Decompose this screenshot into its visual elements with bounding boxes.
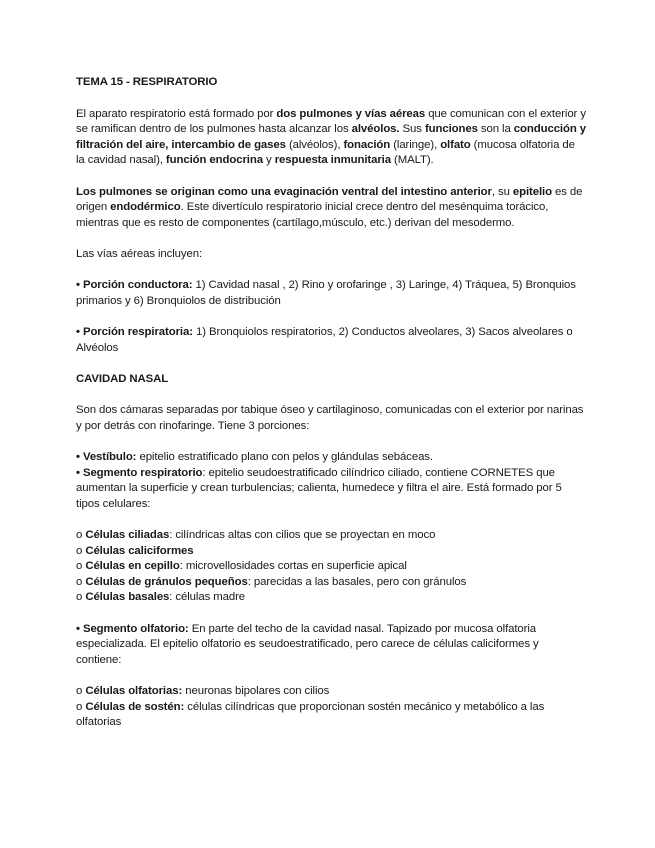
- bold-text: respuesta inmunitaria: [274, 154, 391, 167]
- text-run: que comunican con el exterior y se ramifican dentro de los pulmones hasta alcanzar los: [76, 107, 586, 136]
- text-run: son la: [477, 123, 514, 136]
- nasal-intro: Son dos cámaras separadas por tabique óseo y cartilaginoso, comunicadas con el exterior por narinas y por detrás con rinofaringe. Tiene 3 porciones:: [76, 404, 584, 432]
- bold-text: funciones: [424, 123, 478, 136]
- cell-type-item: [76, 590, 586, 606]
- bold-text: Células de sostén:: [85, 700, 185, 713]
- respiratoria-item: [76, 325, 586, 356]
- bold-text: olfato: [440, 138, 471, 151]
- text-run: o: [76, 560, 86, 573]
- cell-types-list: [76, 528, 586, 606]
- bold-text: función endocrina: [165, 154, 263, 167]
- text-run: o: [76, 700, 86, 713]
- bold-text: • Segmento respiratorio: [76, 466, 203, 479]
- text-run: es de origen: [76, 185, 583, 214]
- vestibulo-item: [76, 450, 586, 466]
- cell-type-item: [76, 528, 586, 544]
- text-run: o: [76, 591, 86, 604]
- bold-text: Células en cepillo: [85, 560, 180, 573]
- bold-text: Células ciliadas: [85, 529, 170, 542]
- text-run: 1) Cavidad nasal , 2) Rino y orofaringe , 3) Laringe, 4) Tráquea, 5) Bronquios primarios y 6) Bronquiolos de distribución: [76, 279, 576, 307]
- segmento-olfatorio-item: [76, 622, 586, 669]
- bold-text: conducción y filtración del aire, intercambio de gases: [76, 123, 587, 151]
- page-title: TEMA 15 - RESPIRATORIO: [76, 76, 218, 88]
- porciones-list: [76, 450, 586, 512]
- text-run: o: [76, 575, 86, 588]
- bold-text: Células olfatorias:: [85, 684, 183, 697]
- text-run: . Este divertículo respiratorio inicial crece dentro del mesénquima torácico, mientras que es resto de componentes (cartílago,músculo, etc.) derivan del mesodermo.: [76, 201, 549, 229]
- text-run: (mucosa olfatoria de la cavidad nasal),: [76, 138, 575, 167]
- text-run: o: [76, 544, 86, 557]
- olfactory-cells-list: [76, 684, 586, 731]
- bold-text: Los pulmones se originan como una evaginación ventral del intestino anterior: [76, 185, 492, 198]
- document-body: [76, 75, 586, 731]
- bold-text: endodérmico: [110, 201, 181, 214]
- segmento-respiratorio-item: [76, 466, 586, 513]
- bold-text: • Segmento olfatorio:: [76, 622, 189, 635]
- intro-paragraph: [76, 107, 586, 169]
- text-run: neuronas bipolares con cilios: [182, 684, 330, 697]
- bold-text: alvéolos.: [351, 123, 400, 136]
- text-run: 1) Bronquiolos respiratorios, 2) Conductos alveolares, 3) Sacos alveolares o Alvéolos: [76, 325, 573, 354]
- section-heading-cavidad-nasal: CAVIDAD NASAL: [76, 372, 169, 385]
- bold-text: • Vestíbulo:: [76, 451, 137, 464]
- text-run: epitelio estratificado plano con pelos y glándulas sebáceas.: [136, 451, 433, 464]
- bold-text: Células basales: [85, 591, 170, 604]
- text-run: : cilíndricas altas con cilios que se proyectan en moco: [169, 529, 436, 542]
- text-run: (laringe),: [390, 138, 441, 151]
- olfactory-cell-item: [76, 684, 586, 700]
- text-run: : células madre: [169, 591, 246, 604]
- airways-intro: Las vías aéreas incluyen:: [76, 247, 203, 260]
- cell-type-item: [76, 544, 586, 560]
- bold-text: Células de gránulos pequeños: [85, 575, 248, 588]
- text-run: : parecidas a las basales, pero con gránulos: [247, 575, 467, 588]
- text-run: o: [76, 529, 86, 542]
- origin-paragraph: [76, 185, 586, 232]
- bold-text: Células caliciformes: [85, 544, 194, 557]
- text-run: o: [76, 684, 86, 697]
- bold-text: dos pulmones y vías aéreas: [276, 107, 426, 120]
- text-run: Sus: [399, 123, 425, 136]
- bold-text: • Porción conductora:: [76, 279, 193, 292]
- text-run: (alvéolos),: [285, 138, 344, 151]
- cell-type-item: [76, 575, 586, 591]
- olfactory-cell-item: [76, 700, 586, 731]
- text-run: , su: [491, 185, 513, 198]
- bold-text: fonación: [343, 138, 391, 151]
- text-run: El aparato respiratorio está formado por: [76, 107, 277, 120]
- conductora-item: [76, 278, 586, 309]
- bold-text: • Porción respiratoria:: [76, 325, 193, 338]
- bold-text: epitelio: [512, 185, 552, 198]
- cell-type-item: [76, 559, 586, 575]
- text-run: y: [262, 154, 275, 167]
- text-run: : epitelio seudoestratificado cilíndrico ciliado, contiene CORNETES que aumentan la superficie y crean turbulencias; calienta, humedece y filtra el aire. Está formado por 5 tipos celulares:: [76, 466, 562, 510]
- text-run: (MALT).: [390, 154, 434, 167]
- text-run: células cilíndricas que proporcionan sostén mecánico y metabólico a las olfatorias: [76, 700, 545, 729]
- text-run: : microvellosidades cortas en superficie apical: [179, 560, 407, 573]
- text-run: En parte del techo de la cavidad nasal. Tapizado por mucosa olfatoria especializada. El epitelio olfatorio es seudoestratificado, pero carece de células caliciformes y contiene:: [76, 622, 539, 666]
